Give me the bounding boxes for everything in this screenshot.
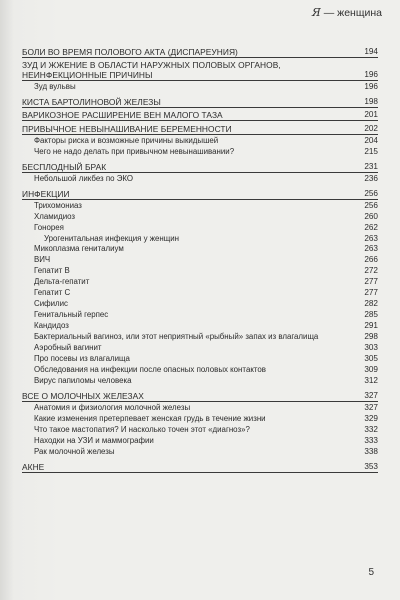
toc-entry-title: БОЛИ ВО ВРЕМЯ ПОЛОВОГО АКТА (ДИСПАРЕУНИЯ) [22,47,238,57]
toc-section-row [22,390,378,402]
toc-entry-row [22,288,378,299]
toc-entry-title: Про посевы из влагалища [34,354,130,363]
toc-entry-page: 329 [364,414,378,423]
toc-entry-page: 305 [364,354,378,363]
toc-entry-page: 231 [364,162,378,171]
toc-entry-page: 204 [364,136,378,145]
toc-entry-row [22,82,378,93]
toc-entry-row [22,310,378,321]
toc-entry-row [22,212,378,223]
toc-entry-title: Урогенитальная инфекция у женщин [44,234,180,243]
toc-entry-page: 282 [364,299,378,308]
toc-entry-title: Аэробный вагинит [34,343,102,352]
toc-entry-title: ПРИВЫЧНОЕ НЕВЫНАШИВАНИЕ БЕРЕМЕННОСТИ [22,124,232,134]
toc-entry-page: 298 [364,332,378,341]
toc-entry-page: 256 [364,189,378,198]
table-of-contents [22,46,378,474]
toc-entry-title: Гонорея [34,223,64,232]
toc-entry-row [22,414,378,425]
toc-entry-page: 327 [364,391,378,400]
toc-entry-page: 277 [364,288,378,297]
toc-entry-row [22,299,378,310]
toc-entry-row [22,343,378,354]
toc-section-row [22,123,378,135]
toc-entry-title: Чего не надо делать при привычном невынашивании? [34,147,235,156]
toc-entry-page: 277 [364,277,378,286]
toc-entry-page: 333 [364,436,378,445]
toc-entry-row [22,147,378,158]
toc-entry-title: Дельта-гепатит [34,277,90,286]
toc-section-row [22,161,378,173]
toc-entry-title: Бактериальный вагиноз, или этот неприятный «рыбный» запах из влагалища [34,332,319,341]
toc-entry-row [22,266,378,277]
toc-entry-row [22,436,378,447]
toc-entry-page: 338 [364,447,378,456]
toc-entry-row [22,223,378,234]
toc-entry-row [22,365,378,376]
toc-entry-title: КИСТА БАРТОЛИНОВОЙ ЖЕЛЕЗЫ [22,97,161,107]
toc-entry-row [22,403,378,414]
toc-entry-title: Что такое мастопатия? И насколько точен этот «диагноз»? [34,425,250,434]
toc-entry-page: 202 [364,124,378,133]
toc-entry-page: 327 [364,403,378,412]
toc-entry-row [22,174,378,185]
toc-entry-row [22,234,378,244]
toc-entry-page: 309 [364,365,378,374]
toc-entry-page: 194 [364,47,378,56]
toc-entry-title: ВИЧ [34,255,51,264]
toc-entry-page: 260 [364,212,378,221]
toc-entry-page: 201 [364,110,378,119]
toc-entry-page: 332 [364,425,378,434]
toc-entry-title: Какие изменения претерпевает женская грудь в течение жизни [34,414,266,423]
toc-entry-page: 266 [364,255,378,264]
toc-entry-row [22,321,378,332]
toc-entry-row [22,425,378,436]
toc-entry-page: 256 [364,201,378,210]
toc-entry-page: 262 [364,223,378,232]
toc-section-row [22,109,378,121]
toc-entry-row [22,376,378,387]
toc-entry-title: ВСЕ О МОЛОЧНЫХ ЖЕЛЕЗАХ [22,391,144,401]
toc-entry-page: 303 [364,343,378,352]
toc-entry-title: Трихомониаз [34,201,82,210]
toc-entry-title: АКНЕ [22,462,45,472]
header-mark: Я [311,6,321,19]
toc-entry-title: Рак молочной железы [34,447,115,456]
running-header [312,6,382,19]
toc-entry-title: Хламидиоз [34,212,76,221]
toc-section-row [22,46,378,58]
header-text: — женщина [323,7,382,19]
toc-section-row [22,188,378,200]
toc-entry-title: Сифилис [34,299,68,308]
page-number: 5 [368,567,374,578]
toc-entry-page: 263 [364,234,378,243]
toc-entry-title: Кандидоз [34,321,69,330]
toc-entry-row [22,201,378,212]
toc-entry-title: Гепатит С [34,288,71,297]
toc-entry-row [22,255,378,266]
toc-entry-row [22,354,378,365]
toc-entry-page: 196 [364,70,378,79]
toc-entry-page: 198 [364,97,378,106]
toc-entry-title: Зуд вульвы [34,82,76,91]
toc-entry-page: 312 [364,376,378,385]
toc-entry-row [22,277,378,288]
toc-entry-title: Находки на УЗИ и маммографии [34,436,154,445]
toc-entry-page: 353 [364,462,378,471]
toc-entry-title: Вирус папиломы человека [34,376,132,385]
toc-entry-page: 236 [364,174,378,183]
toc-section-row [22,96,378,108]
toc-entry-page: 272 [364,266,378,275]
toc-entry-page: 263 [364,244,378,253]
toc-entry-title: Анатомия и физиология молочной железы [34,403,191,412]
toc-entry-title: Небольшой ликбез по ЭКО [34,174,134,183]
toc-entry-row [22,244,378,255]
toc-entry-row [22,136,378,147]
toc-entry-title: Микоплазма гениталиум [34,244,124,253]
toc-entry-page: 196 [364,82,378,91]
toc-entry-title: ЗУД И ЖЖЕНИЕ В ОБЛАСТИ НАРУЖНЫХ ПОЛОВЫХ ОРГАНОВ, НЕИНФЕКЦИОННЫЕ ПРИЧИНЫ [22,60,281,80]
toc-entry-title: Обследования на инфекции после опасных половых контактов [34,365,266,374]
toc-section-row [22,461,378,473]
toc-entry-title: Гепатит В [34,266,70,275]
toc-entry-page: 291 [364,321,378,330]
toc-entry-row [22,447,378,458]
toc-entry-title: Факторы риска и возможные причины выкидышей [34,136,219,145]
toc-entry-page: 285 [364,310,378,319]
toc-entry-title: Генитальный герпес [34,310,109,319]
toc-entry-row [22,332,378,343]
toc-section-row [22,59,378,81]
toc-entry-page: 215 [364,147,378,156]
toc-entry-title: БЕСПЛОДНЫЙ БРАК [22,162,107,172]
toc-entry-title: ВАРИКОЗНОЕ РАСШИРЕНИЕ ВЕН МАЛОГО ТАЗА [22,110,223,120]
toc-entry-title: ИНФЕКЦИИ [22,189,70,199]
